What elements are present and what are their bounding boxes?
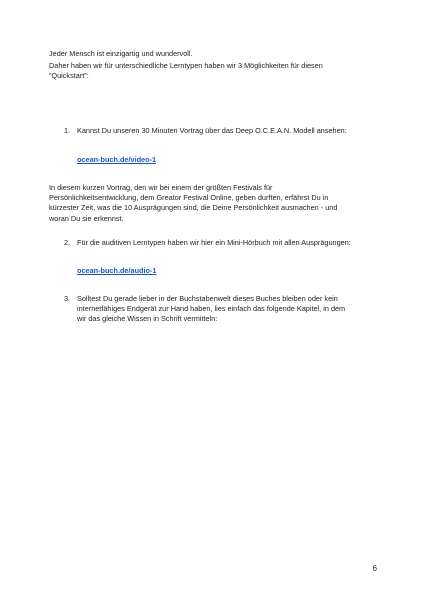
audio-link[interactable]: ocean-buch.de/audio-1 (77, 266, 157, 275)
paragraph-line-4: woran Du sie erkennst. (49, 213, 124, 223)
paragraph-line-1: In diesem kurzen Vortrag, den wir bei einem der größten Festivals für (49, 183, 273, 192)
list-text-3-line-1: Solltest Du gerade lieber in der Buchstabenwelt dieses Buches bleiben oder kein (77, 294, 338, 303)
lecture-paragraph (49, 183, 379, 224)
list-text-3-line-3: wir das gleiche Wissen in Schrift vermitteln: (77, 314, 218, 324)
list-text-1: Kannst Du unseren 30 Minuten Vortrag über das Deep O.C.E.A.N. Modell ansehen: (77, 126, 347, 135)
intro-line-2b: “Quickstart”: (49, 71, 89, 81)
intro-text (49, 49, 379, 82)
intro-line-1: Jeder Mensch ist einzigartig und wundervoll. (49, 49, 193, 58)
paragraph-line-3: kürzester Zeit, was die 10 Ausprägungen sind, die Deine Persönlichkeit ausmachen - und (49, 203, 338, 213)
list-number-3: 3. (64, 294, 71, 303)
page-number: 6 (372, 564, 377, 573)
list-text-3-line-2: internetfähiges Endgerät zur Hand haben, lies einfach das folgende Kapitel, in dem (77, 304, 346, 314)
intro-line-2a: Daher haben wir für unterschiedliche Lerntypen haben wir 3 Möglichkeiten für diesen (49, 61, 323, 71)
list-text-2: Für die auditiven Lerntypen haben wir hier ein Mini-Hörbuch mit allen Ausprägungen: (77, 238, 351, 247)
list-text-3 (77, 294, 382, 325)
list-number-1: 1. (64, 126, 71, 135)
video-link[interactable]: ocean-buch.de/video-1 (77, 155, 157, 164)
paragraph-line-2: Persönlichkeitsentwicklung, dem Greator Festival Online, geben durften, erfährst Du in (49, 193, 329, 203)
list-number-2: 2. (64, 238, 71, 247)
